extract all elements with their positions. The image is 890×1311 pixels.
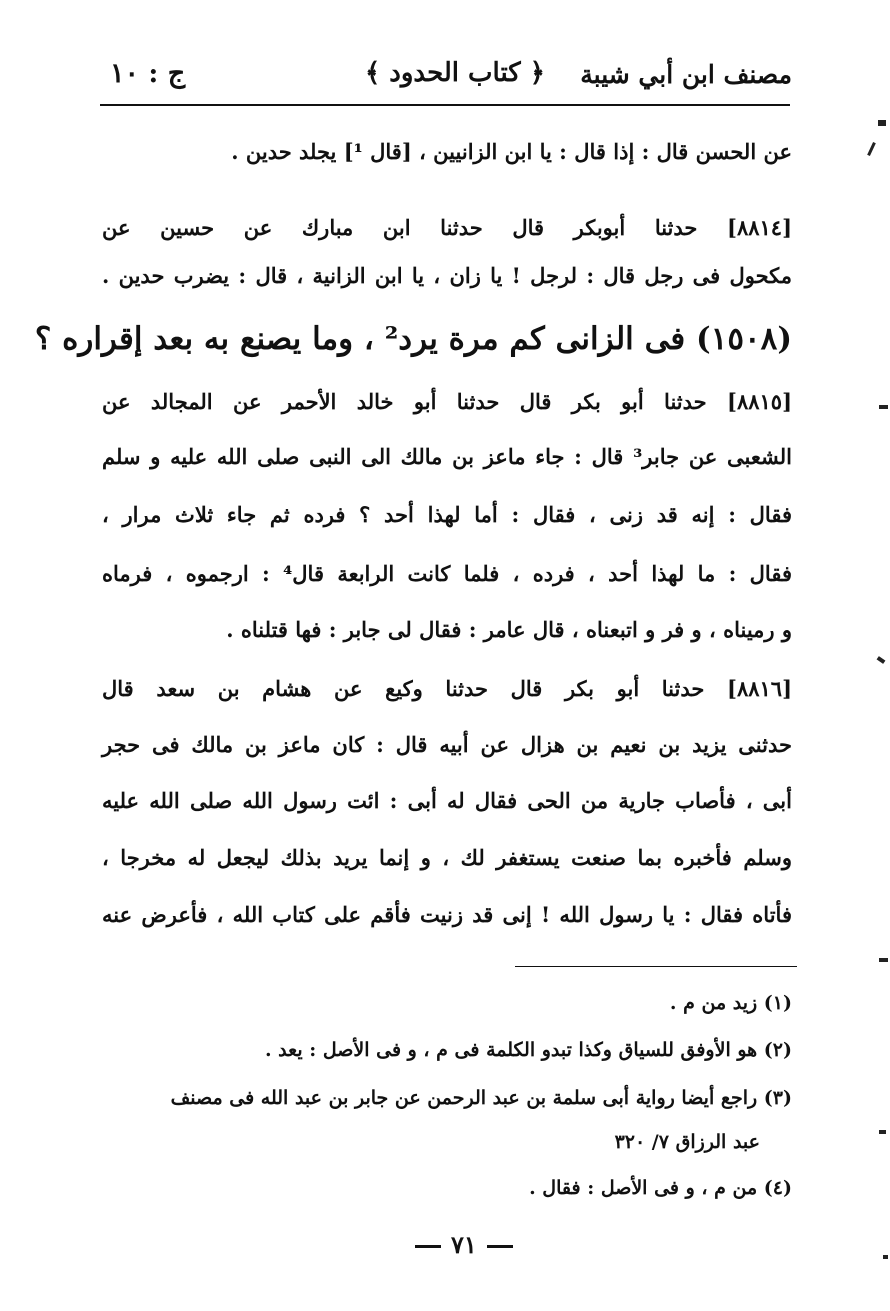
text-line: فأتاه فقال : يا رسول الله ! إنى قد زنيت فأقم على كتاب الله ، فأعرض عنه	[102, 902, 792, 927]
text-line: فقال : ما لهذا أحد ، فرده ، فلما كانت الرابعة قال⁴ : ارجموه ، فرماه	[102, 561, 792, 586]
text-line: عن الحسن قال : إذا قال : يا ابن الزانيين ، [قال ¹] يجلد حدين .	[231, 139, 792, 164]
scan-mark	[883, 1255, 888, 1259]
footnote: (٢) هو الأوفق للسياق وكذا تبدو الكلمة فى م ، و فى الأصل : يعد .	[264, 1039, 792, 1061]
text-line: مكحول فى رجل قال : لرجل ! يا زان ، يا ابن الزانية ، قال : يضرب حدين .	[102, 263, 792, 288]
text-line: [٨٨١٤] حدثنا أبوبكر قال حدثنا ابن مبارك عن حسين عن	[102, 215, 792, 240]
page-number-dash	[487, 1245, 513, 1248]
page-number-value: ٧١	[451, 1230, 477, 1259]
text-line: وسلم فأخبره بما صنعت يستغفر لك ، و إنما يريد بذلك ليجعل له مخرجا ،	[102, 845, 792, 870]
page-number-dash	[415, 1245, 441, 1248]
footnote: (١) زيد من م .	[669, 992, 792, 1014]
chapter-title: ﴿ كتاب الحدود ﴾	[365, 58, 545, 88]
scan-mark	[879, 405, 888, 409]
text-line: [٨٨١٥] حدثنا أبو بكر قال حدثنا أبو خالد الأحمر عن المجالد عن	[102, 389, 792, 414]
scan-mark	[867, 142, 876, 156]
section-heading: (١٥٠٨) فى الزانى كم مرة يرد² ، وما يصنع به بعد إقراره ؟	[34, 321, 792, 357]
scan-mark	[878, 120, 886, 126]
volume-number: ج : ١٠	[110, 58, 186, 89]
scan-mark	[877, 656, 886, 664]
text-line: [٨٨١٦] حدثنا أبو بكر قال حدثنا وكيع عن هشام بن سعد قال	[102, 676, 792, 701]
footnote-divider	[515, 966, 797, 967]
book-title: مصنف ابن أبي شيبة	[580, 60, 792, 89]
text-line: حدثنى يزيد بن نعيم بن هزال عن أبيه قال : كان ماعز بن مالك فى حجر	[102, 732, 792, 757]
text-line: و رميناه ، و فر و اتبعناه ، قال عامر : فقال لى جابر : فها قتلناه .	[226, 617, 792, 642]
footnote: (٤) من م ، و فى الأصل : فقال .	[529, 1177, 792, 1199]
page-number	[405, 1230, 523, 1259]
scan-mark	[879, 1130, 886, 1134]
scan-mark	[879, 958, 888, 962]
footnote: (٣) راجع أيضا رواية أبى سلمة بن عبد الرحمن عن جابر بن عبد الله فى مصنف	[170, 1087, 792, 1109]
text-line: الشعبى عن جابر³ قال : جاء ماعز بن مالك الى النبى صلى الله عليه و سلم	[102, 444, 792, 469]
header-divider	[100, 104, 790, 106]
text-line: أبى ، فأصاب جارية من الحى فقال له أبى : ائت رسول الله صلى الله عليه	[102, 788, 792, 813]
text-line: فقال : إنه قد زنى ، فقال : أما لهذا أحد ؟ فرده ثم جاء ثلاث مرار ،	[102, 502, 792, 527]
footnote-continuation: عبد الرزاق ٧/ ٣٢٠	[614, 1131, 760, 1153]
